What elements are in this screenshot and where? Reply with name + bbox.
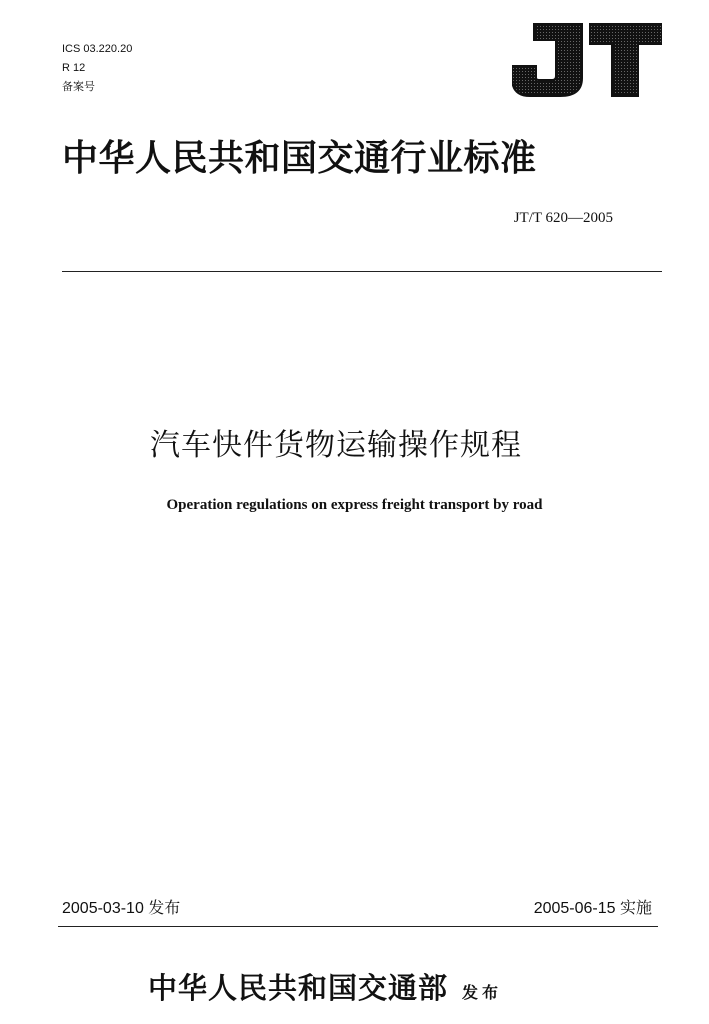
filing-number-label: 备案号 [62, 81, 95, 93]
document-title-english: Operation regulations on express freight transport by road [166, 497, 543, 513]
implementation-date: 2005-06-15 实施 [533, 900, 652, 917]
publisher-verb: 发布 [462, 983, 503, 1002]
standard-category-title: 中华人民共和国交通行业标准 [62, 137, 537, 179]
standard-number: JT/T 620—2005 [513, 210, 613, 226]
classification-code: R 12 [62, 62, 86, 74]
bottom-divider [58, 926, 658, 927]
logo-letter-t [590, 24, 662, 96]
publisher-line [148, 966, 502, 1007]
logo-letter-j [512, 24, 582, 96]
ics-code: ICS 03.220.20 [62, 43, 133, 55]
top-divider [62, 271, 662, 272]
issue-date: 2005-03-10 发布 [62, 900, 181, 917]
jt-logo [512, 22, 662, 98]
document-metadata [62, 40, 132, 97]
publisher-name: 中华人民共和国交通部 [148, 971, 449, 1005]
document-title-chinese: 汽车快件货物运输操作规程 [150, 428, 522, 463]
